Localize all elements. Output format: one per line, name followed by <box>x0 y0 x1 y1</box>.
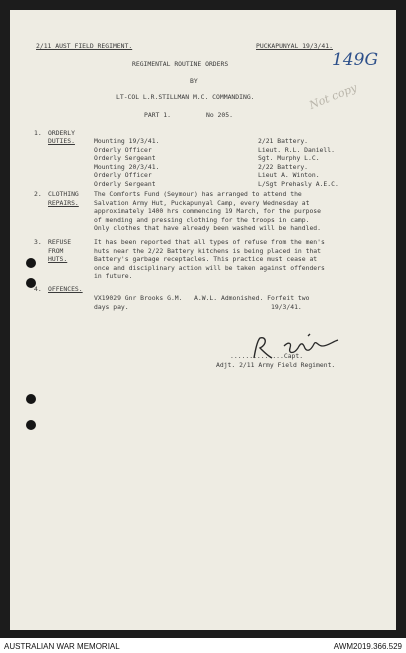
item-3-body-line: in future. <box>94 272 133 280</box>
duty-name: Orderly Officer <box>94 171 152 179</box>
item-3-body-line: Battery's garbage receptacles. This practice must cease at <box>94 255 318 263</box>
duty-name: Orderly Officer <box>94 145 152 154</box>
item-3-heading-line-3: HUTS. <box>48 255 68 263</box>
header-unit: 2/11 AUST FIELD REGIMENT. <box>36 42 133 50</box>
punch-hole <box>26 394 36 404</box>
footer-accession-number: AWM2019.366.529 <box>333 642 402 651</box>
handwritten-file-number: 149G <box>332 50 379 70</box>
punch-hole <box>26 258 36 268</box>
item-2-heading-line-2: REPAIRS. <box>48 198 79 207</box>
item-3-number: 3. <box>34 238 42 246</box>
item-2-heading-line-1: CLOTHING <box>48 190 79 198</box>
item-4-number: 4. <box>34 285 42 293</box>
signature-title: Adjt. 2/11 Army Field Regiment. <box>216 361 336 369</box>
duty-assignee: 2/21 Battery. <box>258 137 309 145</box>
item-3-body-line: It has been reported that all types of refuse from the men's <box>94 238 325 246</box>
item-3-body-line: huts near the 2/22 Battery kitchens is being placed in that <box>94 246 322 255</box>
duty-name: Orderly Sergeant <box>94 179 156 188</box>
item-2-body-line: approximately 1400 hrs commencing 19 March, for the purpose <box>94 207 322 215</box>
item-3-heading-line-1: REFUSE <box>48 238 72 246</box>
signature-rank: ..............Capt. <box>230 352 304 360</box>
duty-assignee: Sgt. Murphy L.C. <box>258 154 320 162</box>
duty-assignee: Lieut A. Winton. <box>258 171 320 179</box>
item-1-number: 1. <box>34 129 42 137</box>
part-label: PART 1. <box>144 111 171 119</box>
duty-assignee: Lieut. R.L. Daniell. <box>258 145 335 154</box>
item-2-number: 2. <box>34 190 42 198</box>
item-3-heading-line-2: FROM <box>48 246 64 255</box>
title-line-1: REGIMENTAL ROUTINE ORDERS <box>132 60 229 68</box>
footer-institution: AUSTRALIAN WAR MEMORIAL <box>4 642 120 651</box>
pencil-note: Not copy <box>307 81 359 112</box>
item-2-body-line: The Comforts Fund (Seymour) has arranged to attend the <box>94 190 302 198</box>
title-line-2: BY <box>190 77 198 85</box>
duty-assignee: L/Sgt Prehasly A.E.C. <box>258 179 339 188</box>
punch-hole <box>26 420 36 430</box>
document-page <box>10 10 396 630</box>
item-2-body-line: Only clothes that have already been washed will be handled. <box>94 224 322 232</box>
item-2-body-line: of mending and pressing clothing for the troops in camp. <box>94 215 310 224</box>
order-number: No 205. <box>206 111 233 119</box>
item-4-body-line: days pay. 19/3/41. <box>94 302 302 311</box>
item-4-heading: OFFENCES. <box>48 285 83 293</box>
item-4-body-line: VX19029 Gnr Brooks G.M. A.W.L. Admonished. Forfeit two <box>94 294 310 302</box>
item-1-heading-line-2: DUTIES. <box>48 137 75 145</box>
item-3-body-line: once and disciplinary action will be taken against offenders <box>94 263 325 272</box>
title-line-3: LT-COL L.R.STILLMAN M.C. COMMANDING. <box>116 93 255 101</box>
item-1-heading-line-1: ORDERLY <box>48 129 75 137</box>
duty-name: Mounting 20/3/41. <box>94 162 160 171</box>
header-place-date: PUCKAPUNYAL 19/3/41. <box>256 42 333 50</box>
duty-name: Orderly Sergeant <box>94 154 156 162</box>
duty-name: Mounting 19/3/41. <box>94 137 160 145</box>
archive-footer <box>0 640 406 653</box>
item-2-body-line: Salvation Army Hut, Puckapunyal Camp, every Wednesday at <box>94 198 310 207</box>
duty-assignee: 2/22 Battery. <box>258 162 309 171</box>
